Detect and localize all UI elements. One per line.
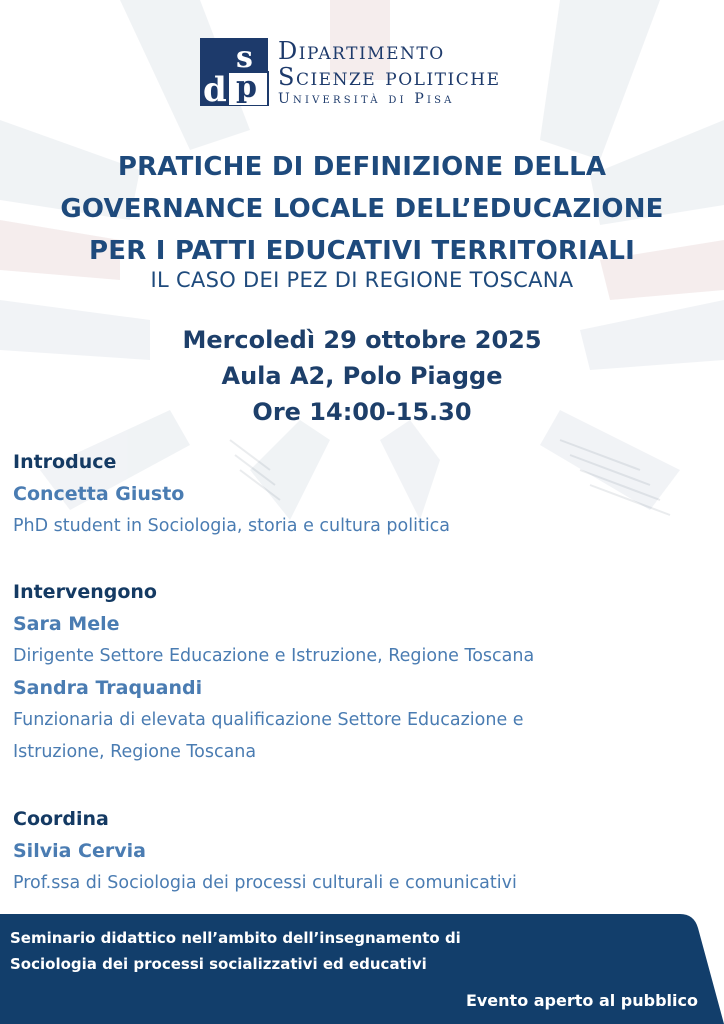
event-subtitle: IL CASO DEI PEZ DI REGIONE TOSCANA xyxy=(150,268,574,292)
event-date: Mercoledì 29 ottobre 2025 xyxy=(182,326,542,354)
event-title xyxy=(0,146,724,272)
introduce-heading: Introduce xyxy=(13,451,117,473)
logo-line-3: Università di Pisa xyxy=(278,91,455,107)
footer-course-info xyxy=(10,925,461,977)
department-logo xyxy=(196,38,536,108)
logo-line-1: Dipartimento xyxy=(278,37,445,65)
logo-letter-p: p xyxy=(236,70,257,105)
logo-line-2: Scienze politiche xyxy=(278,63,501,91)
section-intervengono xyxy=(13,576,684,768)
introducer-name: Concetta Giusto xyxy=(13,483,185,505)
dsp-logo-mark xyxy=(196,38,270,106)
section-introduce xyxy=(13,446,684,542)
speaker-2-role-line-2: Istruzione, Regione Toscana xyxy=(13,742,257,762)
title-line-2: GOVERNANCE LOCALE DELL’EDUCAZIONE xyxy=(60,194,664,224)
logo-letter-s: s xyxy=(236,40,253,75)
open-event-note: Evento aperto al pubblico xyxy=(465,991,698,1010)
event-time: Ore 14:00-15.30 xyxy=(252,398,472,426)
introducer-role: PhD student in Sociologia, storia e cultura politica xyxy=(13,516,451,536)
speaker-1-role: Dirigente Settore Educazione e Istruzione, Regione Toscana xyxy=(13,646,535,666)
event-details xyxy=(0,322,724,430)
coordinator-name: Silvia Cervia xyxy=(13,840,146,862)
title-line-1: PRATICHE DI DEFINIZIONE DELLA xyxy=(117,152,607,182)
event-place: Aula A2, Polo Piagge xyxy=(221,362,503,390)
coordina-heading: Coordina xyxy=(13,808,109,830)
logo-wordmark xyxy=(278,38,500,108)
footer-line-2: Sociologia dei processi socializzativi ed educativi xyxy=(10,955,427,973)
intervengono-heading: Intervengono xyxy=(13,581,157,603)
coordinator-role: Prof.ssa di Sociologia dei processi culturali e comunicativi xyxy=(13,873,517,893)
section-coordina xyxy=(13,803,684,899)
speaker-2-role-line-1: Funzionaria di elevata qualificazione Settore Educazione e xyxy=(13,710,524,730)
footer-line-1: Seminario didattico nell’ambito dell’insegnamento di xyxy=(10,929,461,947)
title-line-3: PER I PATTI EDUCATIVI TERRITORIALI xyxy=(89,236,635,266)
speaker-1-name: Sara Mele xyxy=(13,613,120,635)
speaker-2-name: Sandra Traquandi xyxy=(13,677,203,699)
logo-letter-d: d xyxy=(203,70,227,106)
